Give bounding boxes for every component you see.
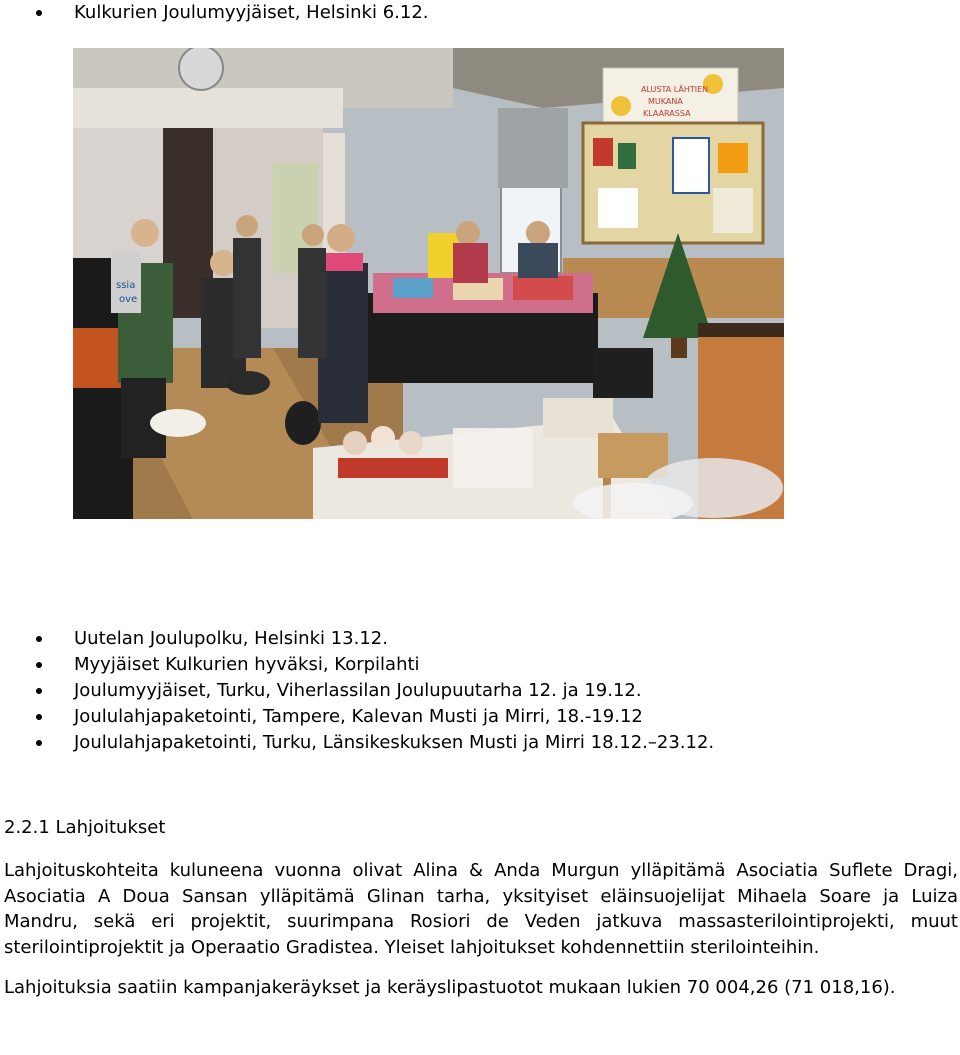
- poster-text-2: MUKANA: [648, 97, 683, 106]
- bag-text: ssia: [116, 280, 136, 291]
- event-list: [0, 626, 714, 756]
- list-item: Joululahjapaketointi, Turku, Länsikeskuksen Musti ja Mirri 18.12.–23.12.: [0, 730, 714, 756]
- poster-text-3: KLAARASSA: [643, 109, 691, 118]
- donations-paragraph: Lahjoituskohteita kuluneena vuonna olivat Alina & Anda Murgun ylläpitämä Asociatia Suflete Dragi, Asociatia A Doua Sansan ylläpitämä Glinan tarha, yksityiset eläinsuojelijat Mihaela Soare ja Luiza Mandru, sekä eri projektit, suurimpana Rosiori de Veden jatkuva massasterilointiprojekti, muut sterilointiprojektit ja Operaatio Gradistea. Yleiset lahjoitukset kohdennettiin sterilointeihin.: [4, 860, 958, 959]
- list-item: Uutelan Joulupolku, Helsinki 13.12.: [0, 626, 714, 652]
- list-item: Kulkurien Joulumyyjäiset, Helsinki 6.12.: [0, 0, 429, 26]
- list-item: Joululahjapaketointi, Tampere, Kalevan Musti ja Mirri, 18.-19.12: [0, 704, 714, 730]
- christmas-market-photo: [73, 48, 784, 519]
- section-heading: 2.2.1 Lahjoitukset: [4, 817, 166, 838]
- donations-total-paragraph: Lahjoituksia saatiin kampanjakeräykset ja keräyslipastuotot mukaan lukien 70 004,26 (71 018,16).: [4, 977, 896, 998]
- list-item: Myyjäiset Kulkurien hyväksi, Korpilahti: [0, 652, 714, 678]
- poster-text-1: ALUSTA LÄHTIEN: [641, 85, 709, 94]
- list-item: Joulumyyjäiset, Turku, Viherlassilan Joulupuutarha 12. ja 19.12.: [0, 678, 714, 704]
- bag-text-2: ove: [119, 294, 138, 305]
- top-event-list: [0, 0, 429, 26]
